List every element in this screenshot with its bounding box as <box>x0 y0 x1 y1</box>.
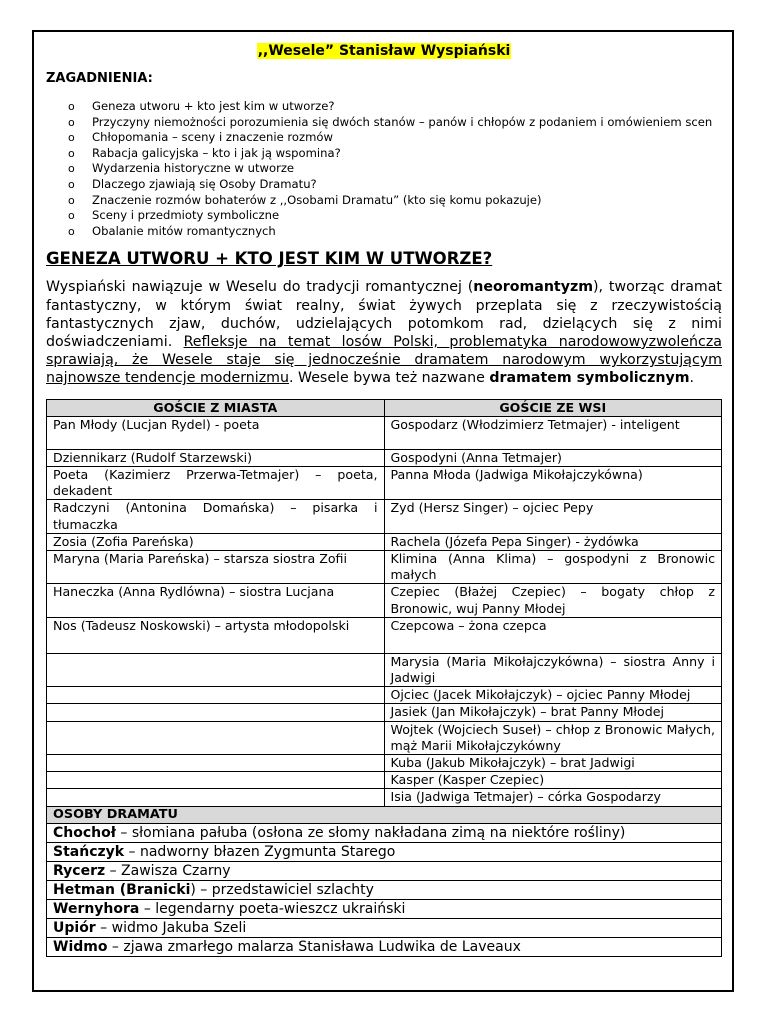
osoba-name: Widmo <box>53 938 108 955</box>
zagadnienia-heading: ZAGADNIENIA: <box>46 71 153 86</box>
osoba-name: Upiór <box>53 919 96 936</box>
table-cell-miasto: Nos (Tadeusz Noskowski) – artysta młodopolski <box>47 617 385 653</box>
osoby-dramatu-header: OSOBY DRAMATU <box>47 806 722 823</box>
osoba-row <box>47 918 722 937</box>
osoba-cell: Widmo – zjawa zmarłego malarza Stanisława Ludwika de Laveaux <box>47 937 722 956</box>
bullet-icon: o <box>68 131 75 145</box>
intro-paragraph: Wyspiański nawiązuje w Weselu do tradycji romantycznej (neoromantyzm), tworząc dramat fantastyczny, w którym świat realny, świat żywych przeplata się z rzeczywistością fantastycznych zjaw, duchów, udzielających potomkom rad, dzielących się z nimi doświadczeniami. Refleksje na temat losów Polski, problematyka narodowowyzwoleńcza sprawiają, że Wesele staje się jednocześnie dramatem narodowym wykorzystującym najnowsze tendencje modernizmu. Wesele bywa też nazwane dramatem symbolicznym. <box>46 279 722 387</box>
table-row <box>47 704 722 721</box>
topic-item: o Geneza utworu + kto jest kim w utworze? <box>68 99 335 113</box>
topic-item: o Sceny i przedmioty symboliczne <box>68 208 280 223</box>
table-cell-wies: Zyd (Hersz Singer) – ojciec Pepy <box>384 500 722 533</box>
table-row <box>47 653 722 686</box>
table-cell-wies: Kuba (Jakub Mikołajczyk) – brat Jadwigi <box>384 755 722 772</box>
osoba-name: Rycerz <box>53 862 106 879</box>
osoba-row <box>47 937 722 956</box>
title-block <box>46 40 722 62</box>
osoba-cell: Hetman (Branicki) – przedstawiciel szlachty <box>47 880 722 899</box>
table-cell-miasto <box>47 653 385 686</box>
osoba-cell: Stańczyk – nadworny błazen Zygmunta Starego <box>47 842 722 861</box>
table-row <box>47 617 722 653</box>
table-cell-wies: Wojtek (Wojciech Suseł) – chłop z Bronowic Małych, mąż Marii Mikołajczykówny <box>384 721 722 754</box>
table-cell-wies: Panna Młoda (Jadwiga Mikołajczykówna) <box>384 466 722 499</box>
table-row <box>47 721 722 754</box>
term-neoromantyzm: neoromantyzm <box>473 279 594 296</box>
table-cell-wies: Czepiec (Błażej Czepiec) – bogaty chłop z Bronowic, wuj Panny Młodej <box>384 584 722 617</box>
osoba-cell: Wernyhora – legendarny poeta-wieszcz ukraiński <box>47 899 722 918</box>
table-cell-miasto: Poeta (Kazimierz Przerwa-Tetmajer) – poeta, dekadent <box>47 466 385 499</box>
characters-table <box>46 399 722 957</box>
osoba-row <box>47 842 722 861</box>
bullet-icon: o <box>68 162 75 176</box>
topic-item: o Znaczenie rozmów bohaterów z ,,Osobami Dramatu” (kto się komu pokazuje) <box>68 192 542 207</box>
bullet-icon: o <box>68 146 75 160</box>
table-cell-wies: Gospodarz (Włodzimierz Tetmajer) - inteligent <box>384 416 722 449</box>
table-cell-miasto <box>47 704 385 721</box>
table-cell-miasto <box>47 721 385 754</box>
osoba-name: Hetman (Branicki <box>53 881 191 898</box>
table-header-row <box>47 399 722 416</box>
osoba-cell: Chochoł – słomiana pałuba (osłona ze słomy nakładana zimą na niektóre rośliny) <box>47 823 722 842</box>
topic-item: o Obalanie mitów romantycznych <box>68 223 276 238</box>
document-body <box>46 40 722 957</box>
table-cell-wies: Czepcowa – żona czepca <box>384 617 722 653</box>
table-cell-miasto: Zosia (Zofia Pareńska) <box>47 533 385 550</box>
table-row <box>47 533 722 550</box>
table-cell-wies: Gospodyni (Anna Tetmajer) <box>384 449 722 466</box>
table-row <box>47 449 722 466</box>
bullet-icon: o <box>68 115 75 129</box>
osoba-name: Chochoł <box>53 824 116 841</box>
table-cell-miasto: Pan Młody (Lucjan Rydel) - poeta <box>47 416 385 449</box>
osoba-row <box>47 861 722 880</box>
table-row <box>47 466 722 499</box>
topic-item: o Rabacja galicyjska – kto i jak ją wspomina? <box>68 145 341 160</box>
table-row <box>47 416 722 449</box>
underlined-statement: Refleksje na temat losów Polski, problematyka narodowowyzwoleńcza sprawiają, że Wesele staje się jednocześnie dramatem narodowym wykorzystującym najnowsze tendencje modernizmu <box>46 333 722 387</box>
topics-list <box>46 99 722 239</box>
osoba-name: Stańczyk <box>53 843 125 860</box>
table-cell-miasto <box>47 772 385 789</box>
topic-item: o Wydarzenia historyczne w utworze <box>68 161 295 176</box>
table-cell-wies: Kasper (Kasper Czepiec) <box>384 772 722 789</box>
osoba-cell: Upiór – widmo Jakuba Szeli <box>47 918 722 937</box>
bullet-icon: o <box>68 193 75 207</box>
table-cell-wies: Klimina (Anna Klima) – gospodyni z Bronowic małych <box>384 550 722 583</box>
topic-item: o Chłopomania – sceny i znaczenie rozmów <box>68 130 333 145</box>
table-cell-miasto: Dziennikarz (Rudolf Starzewski) <box>47 449 385 466</box>
table-row <box>47 584 722 617</box>
table-row <box>47 772 722 789</box>
table-cell-miasto: Maryna (Maria Pareńska) – starsza siostra Zofii <box>47 550 385 583</box>
osoba-cell: Rycerz – Zawisza Czarny <box>47 861 722 880</box>
table-cell-miasto: Radczyni (Antonina Domańska) – pisarka i tłumaczka <box>47 500 385 533</box>
topic-item: o Dlaczego zjawiają się Osoby Dramatu? <box>68 176 317 191</box>
col-header-wies: GOŚCIE ZE WSI <box>384 399 722 416</box>
table-cell-wies: Jasiek (Jan Mikołajczyk) – brat Panny Młodej <box>384 704 722 721</box>
table-cell-wies: Isia (Jadwiga Tetmajer) – córka Gospodarzy <box>384 789 722 806</box>
osoba-name: Wernyhora <box>53 900 140 917</box>
osoba-row <box>47 899 722 918</box>
osoba-row <box>47 823 722 842</box>
term-dramat-symboliczny: dramatem symbolicznym <box>489 370 690 387</box>
table-cell-miasto <box>47 755 385 772</box>
bullet-icon: o <box>68 209 75 223</box>
table-cell-wies: Ojciec (Jacek Mikołajczyk) – ojciec Panny Młodej <box>384 687 722 704</box>
table-row <box>47 789 722 806</box>
col-header-miasto: GOŚCIE Z MIASTA <box>47 399 385 416</box>
section-heading-geneza: GENEZA UTWORU + KTO JEST KIM W UTWORZE? <box>46 249 493 269</box>
table-cell-miasto <box>47 687 385 704</box>
table-cell-miasto <box>47 789 385 806</box>
osoby-dramatu-header-row <box>47 806 722 823</box>
table-row <box>47 550 722 583</box>
table-cell-wies: Rachela (Józefa Pepa Singer) - żydówka <box>384 533 722 550</box>
table-row <box>47 500 722 533</box>
bullet-icon: o <box>68 100 75 113</box>
table-row <box>47 687 722 704</box>
table-row <box>47 755 722 772</box>
document-title: ,,Wesele” Stanisław Wyspiański <box>257 43 511 59</box>
bullet-icon: o <box>68 224 75 238</box>
table-cell-miasto: Haneczka (Anna Rydlówna) – siostra Lucjana <box>47 584 385 617</box>
topic-item: o Przyczyny niemożności porozumienia się dwóch stanów – panów i chłopów z podaniem i omówieniem scen <box>68 114 713 129</box>
table-cell-wies: Marysia (Maria Mikołajczykówna) – siostra Anny i Jadwigi <box>384 653 722 686</box>
bullet-icon: o <box>68 177 75 191</box>
osoba-row <box>47 880 722 899</box>
